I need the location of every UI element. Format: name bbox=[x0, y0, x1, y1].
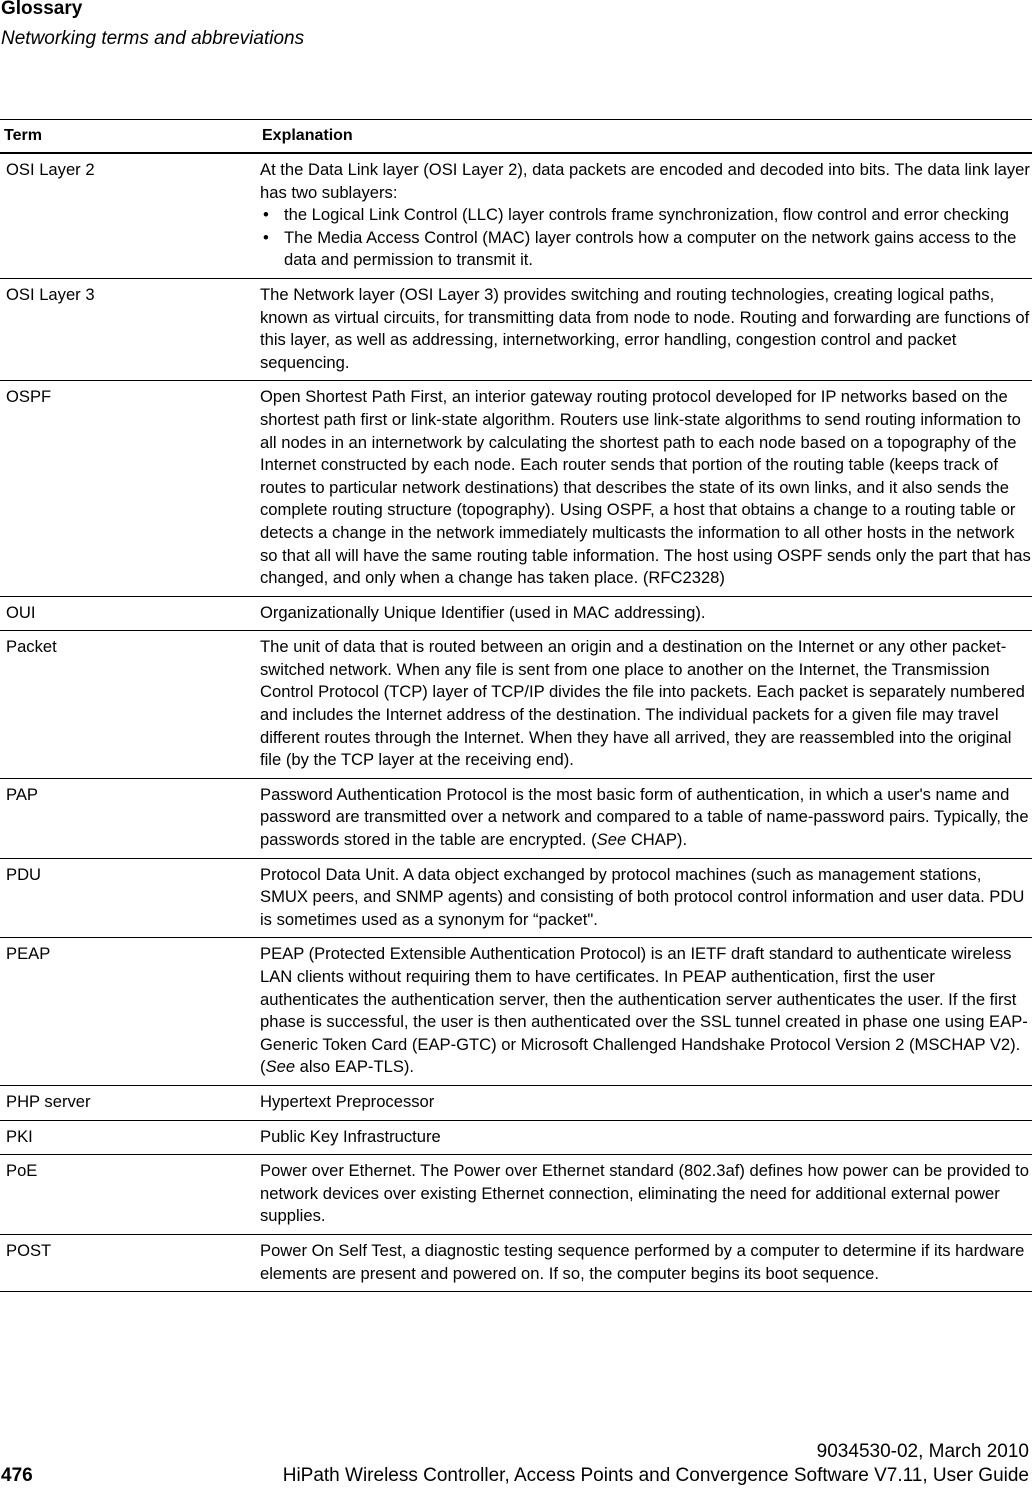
bullet-item: • The Media Access Control (MAC) layer controls how a computer on the network gains access to the data and permission to transmit it. bbox=[260, 227, 1032, 272]
see-reference: See bbox=[265, 1057, 296, 1077]
table-row bbox=[0, 1155, 1032, 1235]
explanation-cell bbox=[258, 778, 1032, 858]
explanation-cell: Organizationally Unique Identifier (used in MAC addressing). bbox=[258, 596, 1032, 631]
table-row bbox=[0, 1120, 1032, 1155]
explanation-cell: Protocol Data Unit. A data object exchanged by protocol machines (such as management stations, SMUX peers, and SNMP agents) and consisting of both protocol control information and user data. PDU is sometimes used as a synonym for “packet". bbox=[258, 858, 1032, 938]
explanation-cell bbox=[258, 938, 1032, 1086]
column-header-term: Term bbox=[0, 120, 258, 154]
table-row bbox=[0, 381, 1032, 596]
table-row bbox=[0, 858, 1032, 938]
page-title: Glossary bbox=[1, 0, 83, 19]
explanation-text: At the Data Link layer (OSI Layer 2), data packets are encoded and decoded into bits. The data link layer has two sublayers: bbox=[260, 160, 1030, 202]
term-cell: POST bbox=[0, 1234, 258, 1291]
explanation-cell: Power On Self Test, a diagnostic testing sequence performed by a computer to determine if its hardware elements are present and powered on. If so, the computer begins its boot sequence. bbox=[258, 1234, 1032, 1291]
term-cell: PKI bbox=[0, 1120, 258, 1155]
glossary-table bbox=[0, 119, 1032, 1292]
explanation-cell: The unit of data that is routed between an origin and a destination on the Internet or any other packet-switched network. When any file is sent from one place to another on the Internet, the Transmission Control Protocol (TCP) layer of TCP/IP divides the file into packets. Each packet is separately numbered and includes the Internet address of the destination. The individual packets for a given file may travel different routes through the Internet. When they have all arrived, they are reassembled into the original file (by the TCP layer at the receiving end). bbox=[258, 631, 1032, 779]
table-row bbox=[0, 778, 1032, 858]
table-row bbox=[0, 1085, 1032, 1120]
term-cell: OSPF bbox=[0, 381, 258, 596]
explanation-text: PEAP (Protected Extensible Authentication Protocol) is an IETF draft standard to authenticate wireless LAN clients without requiring them to have certificates. In PEAP authentication, first the user authenticates the authentication server, then the authentication server authenticates the user. If the first phase is successful, the user is then authenticated over the SSL tunnel created in phase one using EAP-Generic Token Card (EAP-GTC) or Microsoft Challenged Handshake Protocol Version 2 (MSCHAP V2). ( bbox=[260, 944, 1028, 1077]
explanation-cell: Public Key Infrastructure bbox=[258, 1120, 1032, 1155]
bullet-list bbox=[260, 204, 1032, 272]
footer-doc-id: 9034530-02, March 2010 bbox=[816, 1441, 1029, 1462]
explanation-text: Password Authentication Protocol is the most basic form of authentication, in which a user's name and password are transmitted over a network and compared to a table of name-password pairs. Typically, the passwords stored in the table are encrypted. ( bbox=[260, 784, 1029, 850]
table-header-row bbox=[0, 120, 1032, 154]
explanation-cell bbox=[258, 153, 1032, 278]
term-cell: PEAP bbox=[0, 938, 258, 1086]
term-cell: OUI bbox=[0, 596, 258, 631]
explanation-cell: The Network layer (OSI Layer 3) provides switching and routing technologies, creating logical paths, known as virtual circuits, for transmitting data from node to node. Routing and forwarding are functions of this layer, as well as addressing, internetworking, error handling, congestion control and packet sequencing. bbox=[258, 278, 1032, 380]
table-row bbox=[0, 596, 1032, 631]
explanation-cell: Power over Ethernet. The Power over Ethernet standard (802.3af) defines how power can be provided to network devices over existing Ethernet connection, eliminating the need for additional external power supplies. bbox=[258, 1155, 1032, 1235]
see-reference: See bbox=[596, 830, 627, 850]
explanation-cell: Open Shortest Path First, an interior gateway routing protocol developed for IP networks based on the shortest path first or link-state algorithm. Routers use link-state algorithms to send routing information to all nodes in an internetwork by calculating the shortest path to each node based on a topography of the Internet constructed by each node. Each router sends that portion of the routing table (keeps track of routes to particular network destinations) that describes the state of its own links, and it also sends the complete routing structure (topography). Using OSPF, a host that obtains a change to a routing table or detects a change in the network immediately multicasts the information to all other hosts in the network so that all will have the same routing table information. The host using OSPF sends only the part that has changed, and only when a change has taken place. (RFC2328) bbox=[258, 381, 1032, 596]
term-cell: OSI Layer 2 bbox=[0, 153, 258, 278]
term-cell: Packet bbox=[0, 631, 258, 779]
column-header-explanation: Explanation bbox=[258, 120, 1032, 154]
term-cell: PHP server bbox=[0, 1085, 258, 1120]
term-cell: PAP bbox=[0, 778, 258, 858]
explanation-text-after: also EAP-TLS). bbox=[295, 1057, 415, 1077]
footer-doc-title: HiPath Wireless Controller, Access Points and Convergence Software V7.11, User Guide bbox=[282, 1465, 1029, 1486]
page-subtitle: Networking terms and abbreviations bbox=[1, 28, 305, 49]
table-row bbox=[0, 153, 1032, 278]
explanation-cell: Hypertext Preprocessor bbox=[258, 1085, 1032, 1120]
term-cell: OSI Layer 3 bbox=[0, 278, 258, 380]
table-row bbox=[0, 278, 1032, 380]
page-number: 476 bbox=[1, 1465, 33, 1486]
explanation-text-after: CHAP). bbox=[626, 830, 688, 850]
term-cell: PoE bbox=[0, 1155, 258, 1235]
table-row bbox=[0, 938, 1032, 1086]
table-row bbox=[0, 1234, 1032, 1291]
term-cell: PDU bbox=[0, 858, 258, 938]
table-row bbox=[0, 631, 1032, 779]
bullet-item: • the Logical Link Control (LLC) layer controls frame synchronization, flow control and error checking bbox=[260, 204, 1032, 227]
